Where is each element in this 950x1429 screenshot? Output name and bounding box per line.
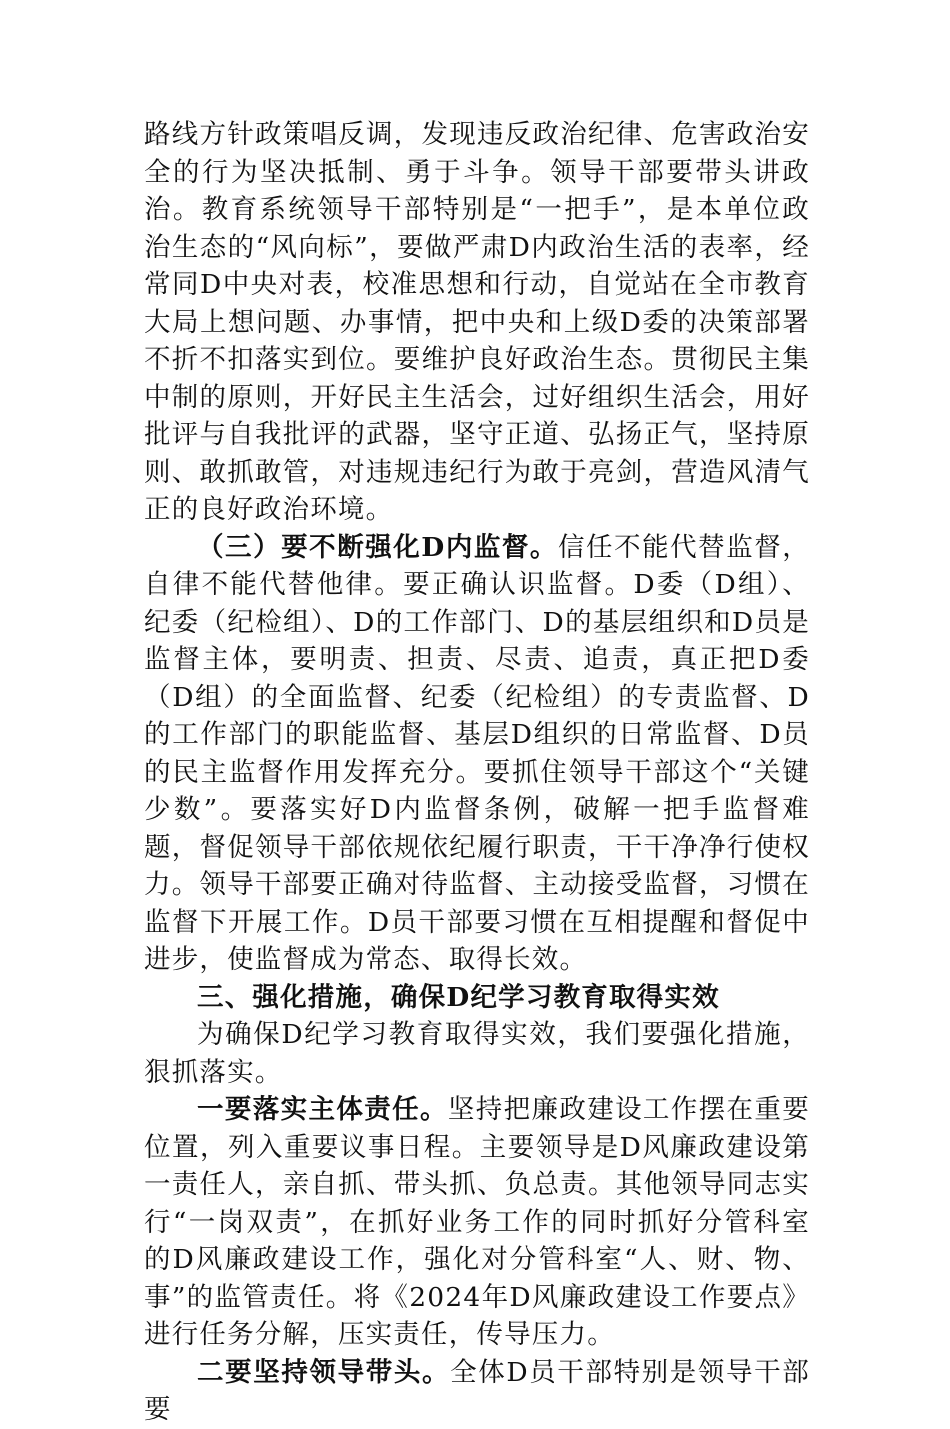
paragraph-intro-measures <box>144 1016 810 1091</box>
paragraph-leadership <box>144 1354 810 1429</box>
paragraph-main-responsibility <box>144 1091 810 1354</box>
paragraph-lead: 一要落实主体责任。 <box>197 1094 448 1125</box>
paragraph-text: 全体D员干部特别是领导干部要 <box>144 1356 810 1425</box>
paragraph-text: 路线方针政策唱反调，发现违反政治纪律、危害政治安全的行为坚决抵制、勇于斗争。领导干部要带头讲政治。教育系统领导干部特别是“一把手”，是本单位政治生态的“风向标”，要做严肃D内政治生活的表率，经常同D中央对表，校准思想和行动，自觉站在全市教育大局上想问题、办事情，把中央和上级D委的决策部署不折不扣落实到位。要维护良好政治生态。贯彻民主集中制的原则，开好民主生活会，过好组织生活会，用好批评与自我批评的武器，坚守正道、弘扬正气，坚持原则、敢抓敢管，对违规违纪行为敢于亮剑，营造风清气正的良好政治环境。 <box>144 119 810 525</box>
section-heading-text: 三、强化措施，确保D纪学习教育取得实效 <box>197 981 720 1013</box>
paragraph-text: 坚持把廉政建设工作摆在重要位置，列入重要议事日程。主要领导是D风廉政建设第一责任人，亲自抓、带头抓、负总责。其他领导同志实行“一岗双责”，在抓好业务工作的同时抓好分管科室的D风廉政建设工作，强化对分管科室“人、财、物、事”的监管责任。将《2024年D风廉政建设工作要点》进行任务分解，压实责任，传导压力。 <box>144 1094 810 1350</box>
section-heading <box>144 979 810 1017</box>
paragraph-lead: 二要坚持领导带头。 <box>197 1356 451 1388</box>
paragraph-text: 信任不能代替监督，自律不能代替他律。要正确认识监督。D委（D组）、纪委（纪检组）、D的工作部门、D的基层组织和D员是监督主体，要明责、担责、尽责、追责，真正把D委（D组）的全面监督、纪委（纪检组）的专责监督、D的工作部门的职能监督、基层D组织的日常监督、D员的民主监督作用发挥充分。要抓住领导干部这个“关键少数”。要落实好D内监督条例，破解一把手监督难题，督促领导干部依规依纪履行职责，干干净净行使权力。领导干部要正确对待监督、主动接受监督，习惯在监督下开展工作。D员干部要习惯在互相提醒和督促中进步，使监督成为常态、取得长效。 <box>144 531 810 975</box>
paragraph-political-discipline <box>144 116 810 529</box>
paragraph-text: 为确保D纪学习教育取得实效，我们要强化措施，狠抓落实。 <box>144 1019 810 1088</box>
paragraph-lead: （三）要不断强化D内监督。 <box>197 531 558 563</box>
document-page <box>144 116 810 1429</box>
paragraph-supervision <box>144 529 810 979</box>
